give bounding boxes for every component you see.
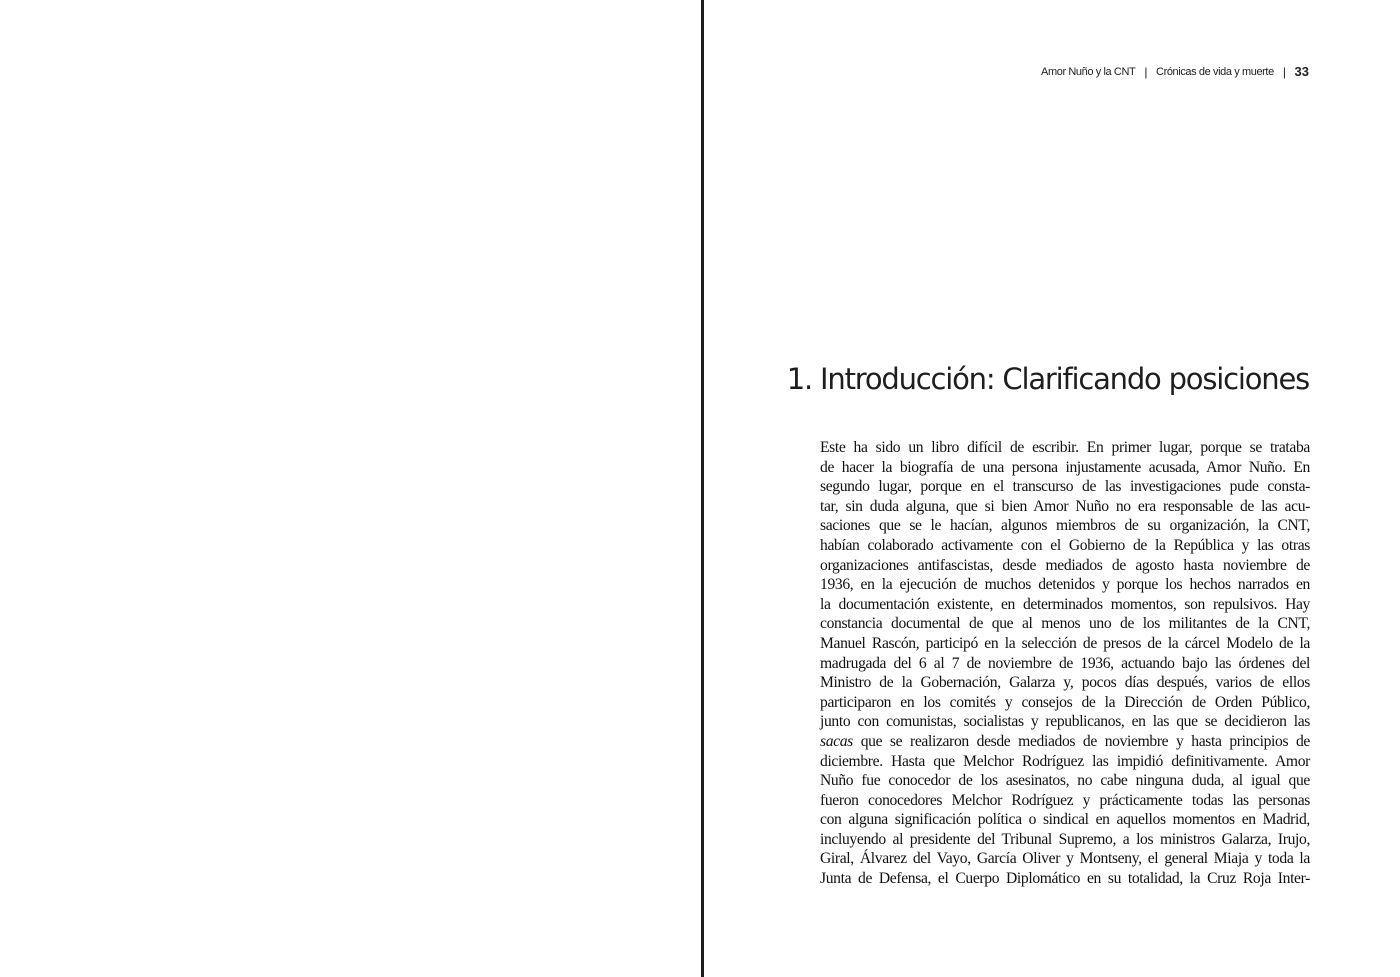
body-line: saciones que se le hacían, algunos miembros de su organización, la CNT, — [820, 517, 1310, 535]
body-line: la documentación existente, en determinados momentos, son repulsivos. Hay — [820, 595, 1310, 613]
body-line: 1936, en la ejecución de muchos detenidos y porque los hechos narrados en — [820, 576, 1310, 594]
body-line: diciembre. Hasta que Melchor Rodríguez las impidió definitivamente. Amor — [820, 752, 1310, 770]
body-line: segundo lugar, porque en el transcurso de las investigaciones pude consta- — [820, 478, 1310, 496]
body-line: madrugada del 6 al 7 de noviembre de 1936, actuando bajo las órdenes del — [820, 654, 1310, 672]
body-line: habían colaborado activamente con el Gobierno de la República y las otras — [820, 536, 1310, 554]
body-line: fueron conocedores Melchor Rodríguez y prácticamente todas las personas — [820, 791, 1310, 809]
body-line: de hacer la biografía de una persona injustamente acusada, Amor Nuño. En — [820, 458, 1310, 476]
body-line: Junta de Defensa, el Cuerpo Diplomático en su totalidad, la Cruz Roja Inter- — [820, 870, 1310, 888]
body-line: junto con comunistas, socialistas y republicanos, en las que se decidieron las — [820, 713, 1310, 731]
body-line: Manuel Rascón, participó en la selección de presos de la cárcel Modelo de la — [820, 634, 1310, 652]
chapter-title: 1. Introducción: Clarificando posiciones — [786, 362, 1309, 396]
body-line: participaron en los comités y consejos de la Dirección de Orden Público, — [820, 693, 1310, 711]
running-head-book-title: Amor Nuño y la CNT — [1041, 65, 1136, 78]
body-line: sacas que se realizaron desde mediados de noviembre y hasta principios de — [820, 732, 1310, 750]
running-head-subtitle: Crónicas de vida y muerte — [1156, 65, 1274, 78]
page-number: 33 — [1294, 64, 1309, 79]
running-head-separator: | — [1144, 64, 1148, 79]
body-line: Giral, Álvarez del Vayo, García Oliver y Montseny, el general Miaja y toda la — [820, 850, 1310, 868]
running-head-separator: | — [1282, 64, 1286, 79]
body-line: con alguna significación política o sindical en aquellos momentos en Madrid, — [820, 811, 1310, 829]
body-line: incluyendo al presidente del Tribunal Supremo, a los ministros Galarza, Irujo, — [820, 830, 1310, 848]
body-line: Este ha sido un libro difícil de escribir. En primer lugar, porque se trataba — [820, 439, 1310, 456]
body-line: Nuño fue conocedor de los asesinatos, no cabe ninguna duda, al igual que — [820, 772, 1310, 790]
body-line: tar, sin duda alguna, que si bien Amor Nuño no era responsable de las acu- — [820, 497, 1310, 515]
body-paragraph — [820, 438, 1310, 889]
body-line: constancia documental de que al menos uno de los militantes de la CNT, — [820, 615, 1310, 633]
right-page — [704, 0, 1400, 977]
running-head — [1041, 64, 1309, 79]
italic-term: sacas — [820, 732, 853, 750]
body-line: Ministro de la Gobernación, Galarza y, pocos días después, varios de ellos — [820, 674, 1310, 692]
body-line: organizaciones antifascistas, desde mediados de agosto hasta noviembre de — [820, 556, 1310, 574]
